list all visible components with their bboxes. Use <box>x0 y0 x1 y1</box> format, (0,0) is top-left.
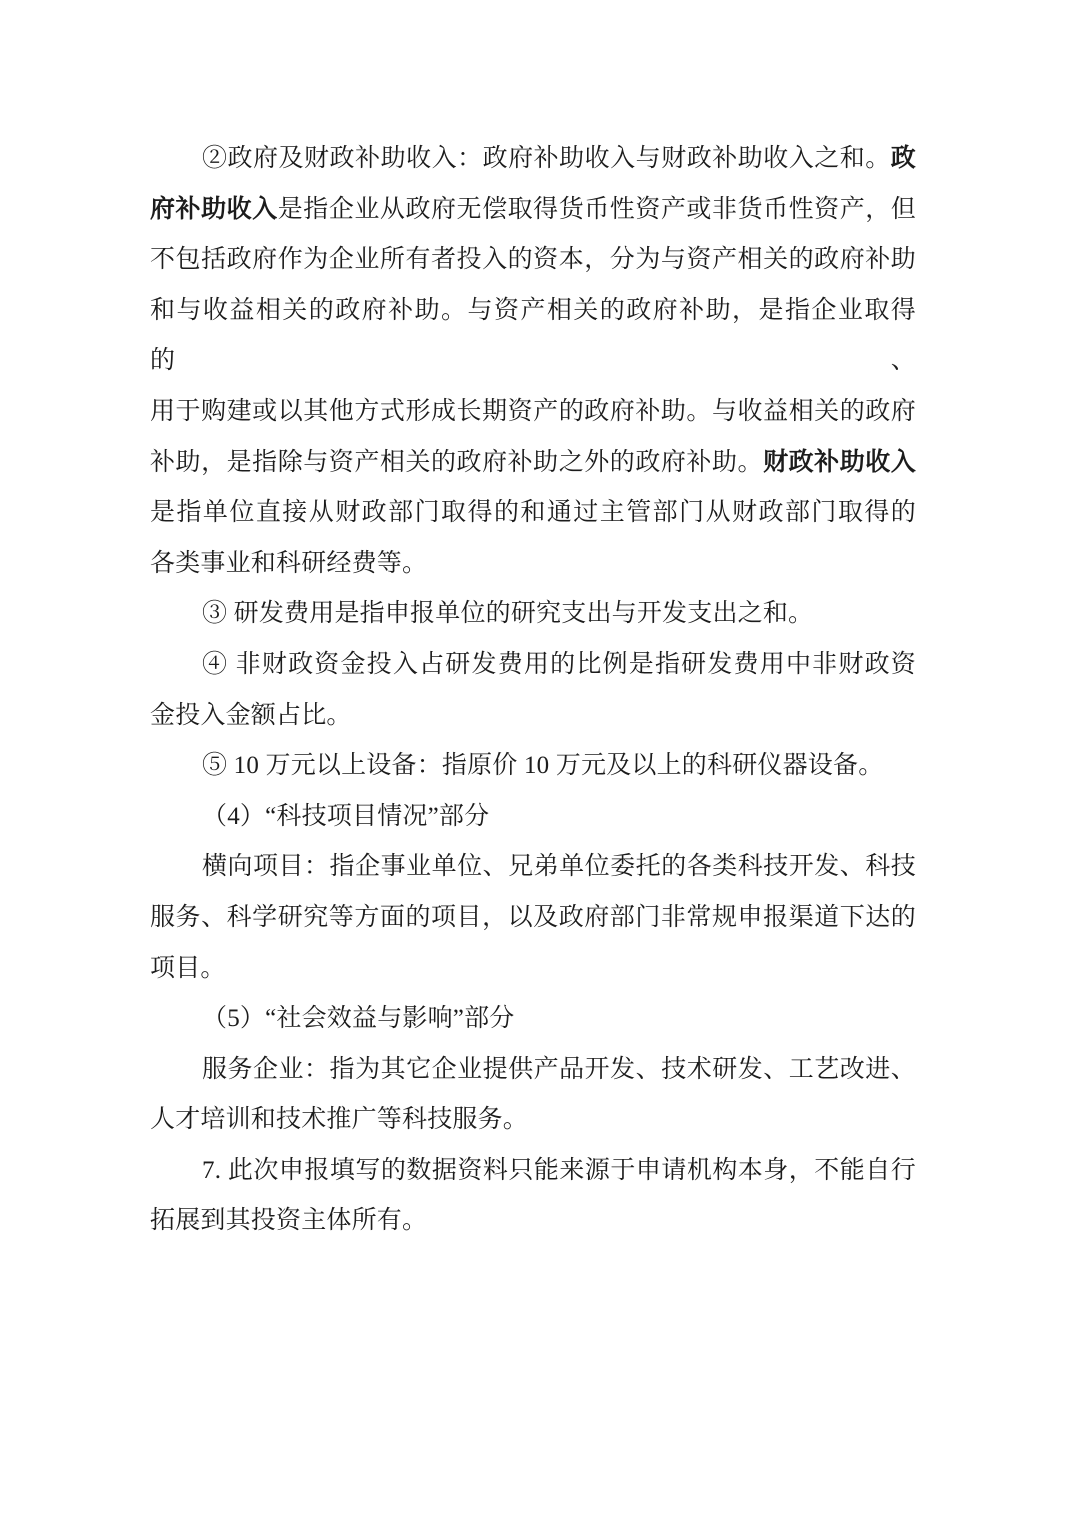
text-line <box>150 1196 916 1247</box>
text-line <box>150 741 916 792</box>
text-segment: 金投入金额占比。 <box>150 701 352 729</box>
text-line <box>150 1095 916 1146</box>
paragraph <box>150 994 916 1045</box>
text-line <box>150 1045 916 1096</box>
text-segment: （5）“社会效益与影响”部分 <box>202 1005 515 1033</box>
text-segment: （4）“科技项目情况”部分 <box>202 802 490 830</box>
text-line <box>150 691 916 742</box>
text-line <box>150 134 916 185</box>
text-line <box>150 842 916 893</box>
text-line <box>150 1146 916 1197</box>
text-segment: 项目。 <box>150 954 226 982</box>
text-line <box>150 286 916 387</box>
text-segment: 拓展到其投资主体所有。 <box>150 1207 428 1235</box>
text-line <box>150 640 916 691</box>
text-segment: 人才培训和技术推广等科技服务。 <box>150 1106 529 1134</box>
paragraph <box>150 589 916 640</box>
bold-text-segment: 财政补助收入 <box>763 448 917 476</box>
text-segment: 不包括政府作为企业所有者投入的资本，分为与资产相关的政府补助 <box>150 246 916 274</box>
paragraph <box>150 1045 916 1146</box>
text-segment: 服务、科学研究等方面的项目，以及政府部门非常规申报渠道下达的 <box>150 903 916 931</box>
text-segment: 和与收益相关的政府补助。与资产相关的政府补助，是指企业取得的、 <box>150 296 916 375</box>
text-line <box>150 235 916 286</box>
text-line <box>150 994 916 1045</box>
bold-text-segment: 政 <box>890 145 916 172</box>
text-line <box>150 488 916 539</box>
text-line <box>150 792 916 843</box>
text-segment: 横向项目：指企事业单位、兄弟单位委托的各类科技开发、科技 <box>202 853 916 881</box>
text-line <box>150 893 916 944</box>
paragraph <box>150 1146 916 1247</box>
text-segment: 用于购建或以其他方式形成长期资产的政府补助。与收益相关的政府 <box>150 397 916 425</box>
text-segment: ④ 非财政资金投入占研发费用的比例是指研发费用中非财政资 <box>202 650 916 678</box>
paragraph <box>150 640 916 741</box>
text-segment: 各类事业和科研经费等。 <box>150 549 428 577</box>
text-line <box>150 944 916 995</box>
text-segment: 补助，是指除与资产相关的政府补助之外的政府补助。 <box>150 448 764 476</box>
text-segment: ⑤ 10 万元以上设备：指原价 10 万元及以上的科研仪器设备。 <box>202 752 884 780</box>
text-segment: 服务企业：指为其它企业提供产品开发、技术研发、工艺改进、 <box>202 1055 916 1083</box>
text-line <box>150 185 916 236</box>
text-segment: 是指企业从政府无偿取得货币性资产或非货币性资产，但 <box>277 195 916 223</box>
bold-text-segment: 府补助收入 <box>150 195 278 223</box>
text-line <box>150 539 916 590</box>
paragraph <box>150 741 916 792</box>
text-segment: 是指单位直接从财政部门取得的和通过主管部门从财政部门取得的 <box>150 499 916 527</box>
text-line <box>150 387 916 438</box>
paragraph <box>150 792 916 843</box>
text-line <box>150 589 916 640</box>
text-segment: ②政府及财政补助收入：政府补助收入与财政补助收入之和。 <box>202 145 891 172</box>
text-segment: ③ 研发费用是指申报单位的研究支出与开发支出之和。 <box>202 600 814 628</box>
text-line <box>150 438 916 489</box>
text-segment: 7. 此次申报填写的数据资料只能来源于申请机构本身，不能自行 <box>202 1156 916 1184</box>
paragraph <box>150 134 916 589</box>
text-block <box>150 134 916 1247</box>
paragraph <box>150 842 916 994</box>
